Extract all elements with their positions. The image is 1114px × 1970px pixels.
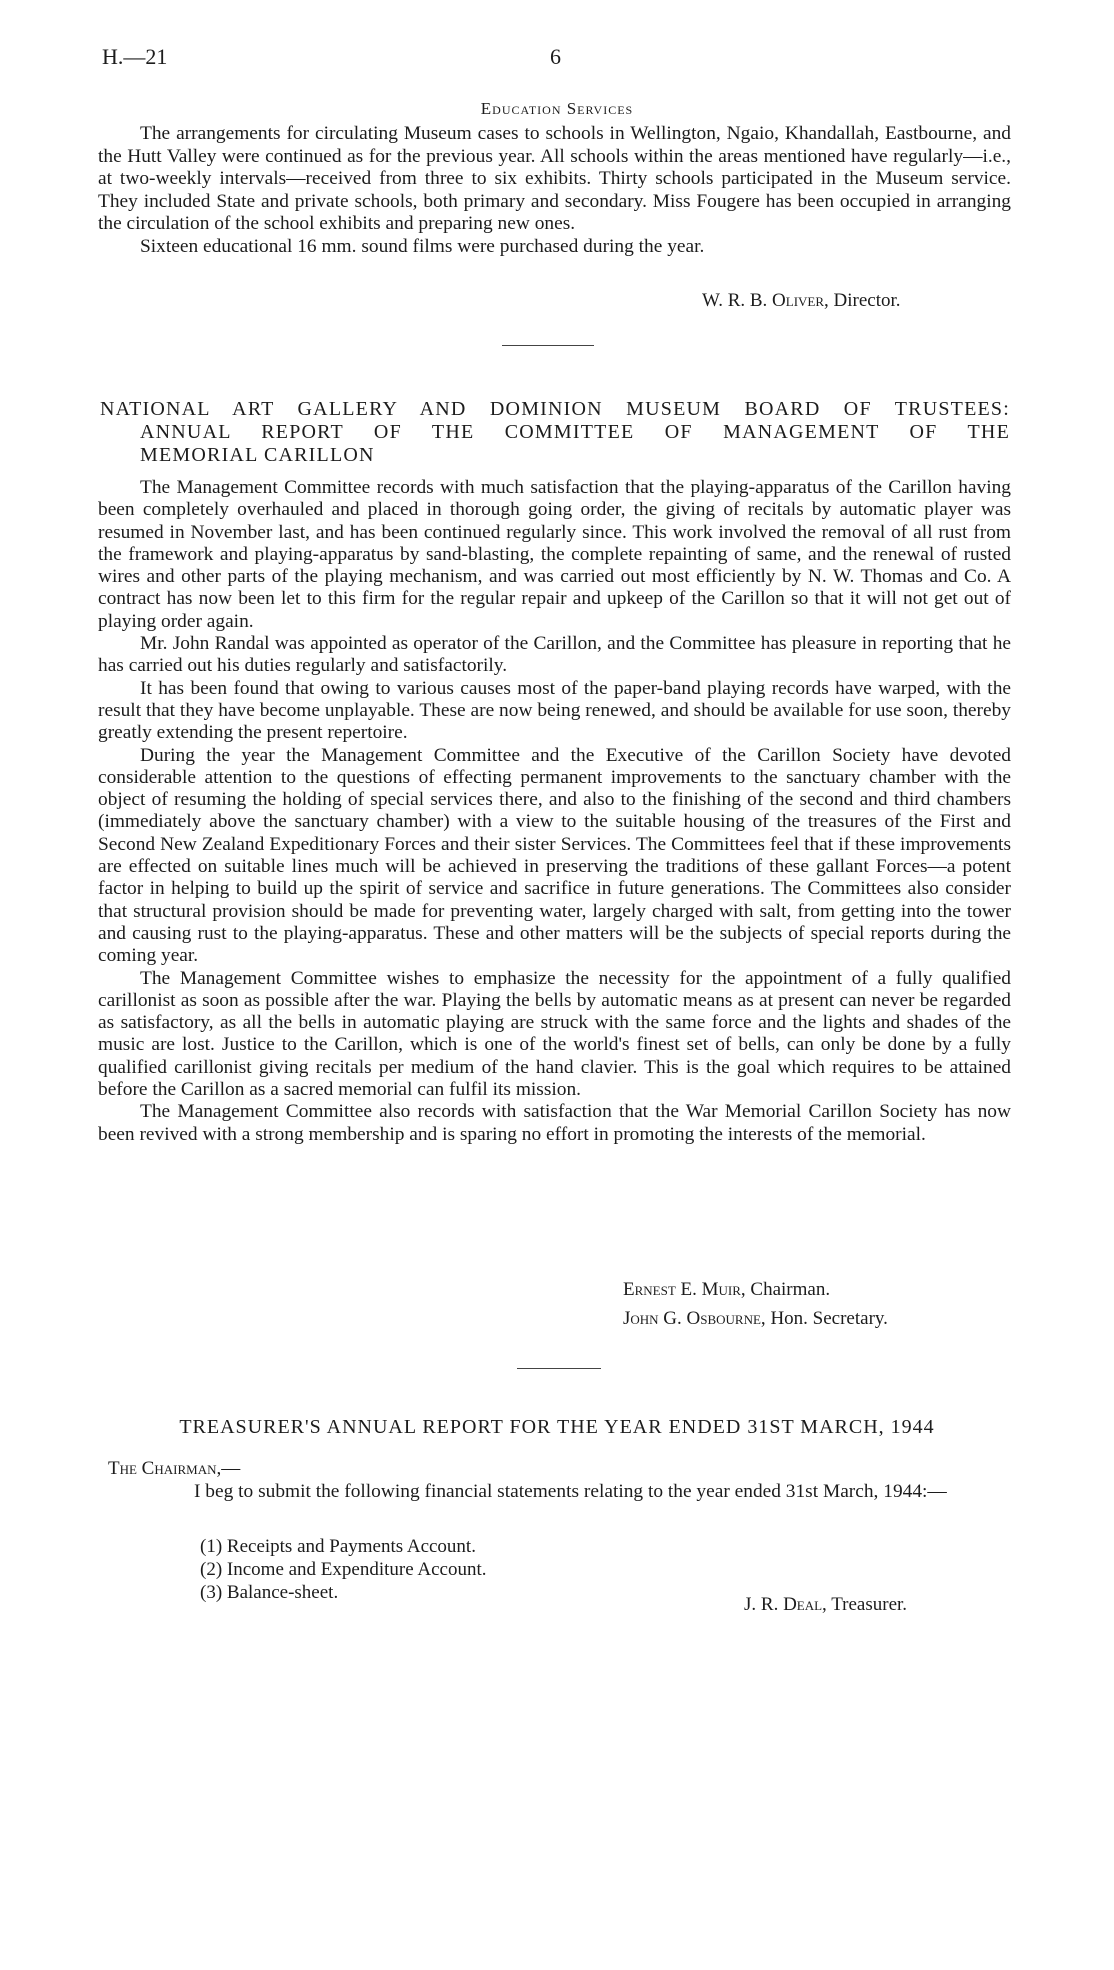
treasurer-report-title: TREASURER'S ANNUAL REPORT FOR THE YEAR ENDED 31ST MARCH, 1944 [179, 1416, 935, 1438]
carillon-title-line: MEMORIAL CARILLON [140, 444, 375, 466]
treasurer-intro-text: I beg to submit the following financial statements relating to the year ended 31st March, 1944:— [194, 1481, 947, 1502]
director-title: Director. [833, 290, 901, 311]
carillon-paragraph: Mr. John Randal was appointed as operator of the Carillon, and the Committee has pleasure in reporting that he has carried out his duties regularly and satisfactorily. [98, 633, 1011, 677]
carillon-report-title [100, 398, 1010, 467]
education-heading: Education Services [480, 99, 634, 118]
treasurer-title: Treasurer. [831, 1594, 908, 1615]
statement-item: (2) Income and Expenditure Account. [200, 1559, 487, 1580]
education-paragraph: Sixteen educational 16 mm. sound films were purchased during the year. [140, 235, 705, 257]
carillon-title-line: NATIONAL ART GALLERY AND DOMINION MUSEUM BOARD OF TRUSTEES: [100, 398, 1010, 420]
chairman-title: Chairman. [750, 1279, 831, 1300]
carillon-body [98, 477, 1011, 1146]
carillon-paragraph: It has been found that owing to various causes most of the paper-band playing records have warped, with the result that they have become unplayable. These are now being renewed, and should be available for use soon, thereby greatly extending the present repertoire. [98, 677, 1011, 744]
treasurer-intro [98, 1480, 1011, 1504]
chairman-name: Ernest E. Muir, [623, 1279, 746, 1300]
education-body [98, 123, 1011, 259]
director-name: W. R. B. Oliver, [702, 290, 829, 311]
education-paragraph: The arrangements for circulating Museum cases to schools in Wellington, Ngaio, Khandallah, Eastbourne, and the Hutt Valley were continued as for the previous year. All schools within the areas mentioned have regularly—i.e., at two-weekly intervals—received from three to six exhibits. Thirty schools participated in the Museum service. They included State and private schools, both primary and secondary. Miss Fougere has been occupied in arranging the circulation of the school exhibits and preparing new ones. [98, 123, 1011, 235]
statement-item: (3) Balance-sheet. [200, 1582, 339, 1603]
treasurer-name: J. R. Deal, [744, 1594, 827, 1615]
statement-list [200, 1535, 486, 1604]
page-number: 6 [550, 44, 561, 69]
chairman-signature [623, 1279, 830, 1301]
salutation: The Chairman,— [108, 1458, 241, 1479]
secretary-signature [623, 1308, 888, 1330]
secretary-name: John G. Osbourne, [623, 1308, 766, 1329]
treasurer-signature [744, 1594, 907, 1616]
secretary-title: Hon. Secretary. [770, 1308, 888, 1329]
statement-item: (1) Receipts and Payments Account. [200, 1536, 476, 1557]
carillon-title-line: ANNUAL REPORT OF THE COMMITTEE OF MANAGEMENT OF THE [140, 421, 1010, 443]
carillon-paragraph: During the year the Management Committee and the Executive of the Carillon Society have devoted considerable attention to the questions of effecting permanent improvements to the sanctuary chamber with the object of resuming the holding of special services there, and also to the finishing of the second and third chambers (immediately above the sanctuary chamber) with a view to the suitable housing of the treasures of the First and Second New Zealand Expeditionary Forces and their sister Services. The Committees feel that if these improvements are effected on suitable lines much will be achieved in preserving the traditions of these gallant Forces—a potent factor in helping to build up the spirit of service and sacrifice in future generations. The Committees also consider that structural provision should be made for preventing water, largely charged with salt, from getting into the tower and causing rust to the playing-apparatus. These and other matters will be the subjects of special reports during the coming year. [98, 744, 1011, 967]
carillon-paragraph: The Management Committee records with much satisfaction that the playing-apparatus of the Carillon having been completely overhauled and placed in thorough going order, the giving of recitals by automatic player was resumed in November last, and has been continued regularly since. This work involved the removal of all rust from the framework and playing-apparatus by sand-blasting, the complete repainting of same, and the renewal of rusted wires and other parts of the playing mechanism, and was carried out most efficiently by N. W. Thomas and Co. A contract has now been let to this firm for the regular repair and upkeep of the Carillon so that it will not get out of playing order again. [98, 477, 1011, 632]
section-divider [517, 1368, 601, 1369]
carillon-paragraph: The Management Committee also records with satisfaction that the War Memorial Carillon Society has now been revived with a strong membership and is sparing no effort in promoting the interests of the memorial. [98, 1101, 1011, 1145]
folio-number: H.—21 [102, 44, 168, 69]
section-divider [502, 345, 594, 346]
director-signature [702, 290, 901, 312]
carillon-paragraph: The Management Committee wishes to emphasize the necessity for the appointment of a fully qualified carillonist as soon as possible after the war. Playing the bells by automatic means as at present can never be regarded as satisfactory, as all the bells in automatic playing are struck with the same force and the lights and shades of the music are lost. Justice to the Carillon, which is one of the world's finest set of bells, can only be done by a fully qualified carillonist giving recitals per medium of the hand clavier. This is the goal which requires to be attained before the Carillon as a sacred memorial can fulfil its mission. [98, 967, 1011, 1101]
